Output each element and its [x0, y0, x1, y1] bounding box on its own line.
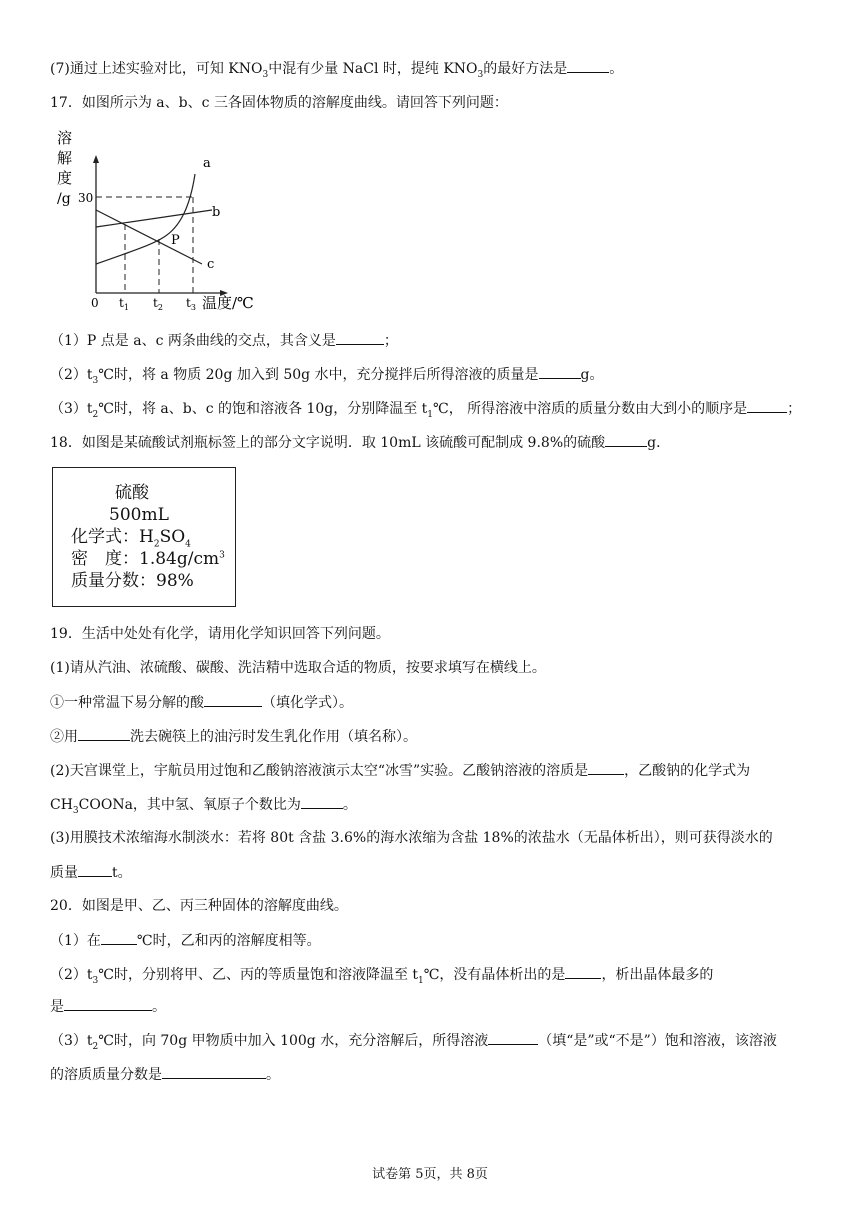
answer-blank[interactable] [565, 964, 601, 979]
x-tick-t1: $t_1$ [119, 296, 129, 312]
q20-part2: $(2)t_3℃$时，分别将甲、乙、丙的等质量饱和溶液降温至 $t_1℃$，没有晶体析出的是 ，析出晶体最多的 [50, 964, 713, 985]
answer-blank[interactable] [488, 1030, 538, 1045]
answer-blank[interactable] [78, 862, 112, 877]
answer-blank[interactable] [539, 364, 581, 379]
label-volume: 500mL [109, 505, 169, 525]
q17-stem: 17．如图所示为 a、b、c 三各固体物质的溶解度曲线。请回答下列问题： [50, 95, 508, 111]
answer-blank[interactable] [64, 996, 152, 1011]
answer-blank[interactable] [162, 1064, 266, 1079]
q19-part3b: 质量 t。 [50, 862, 132, 883]
curve-label-c: c [207, 257, 215, 272]
x-tick-t3: $t_3$ [186, 296, 196, 312]
y-axis-label: 解 [57, 149, 73, 167]
curve-c [96, 210, 202, 264]
label-density: 密 度：$1.84g/cm^3$ [71, 549, 225, 569]
answer-blank[interactable] [588, 760, 624, 775]
answer-blank[interactable] [101, 930, 137, 945]
q19-stem: 19．生活中处处有化学，请用化学知识回答下列问题。 [50, 626, 390, 642]
q19-part1a: ①一种常温下易分解的酸 （填化学式）。 [50, 692, 353, 713]
q19-part2b: $CH_3COONa$，其中氢、氧原子个数比为 。 [50, 794, 357, 815]
q20-part3: $(3)t_2℃$时，向 70g 甲物质中加入 100g 水，充分溶解后，所得溶液 （填“是”或“不是”）饱和溶液，该溶液 [50, 1030, 777, 1051]
q19-part1b: ②用 洗去碗筷上的油污时发生乳化作用（填名称）。 [50, 726, 417, 747]
answer-blank[interactable] [336, 330, 384, 345]
answer-blank[interactable] [747, 398, 787, 413]
q18-stem: 18．如图是某硫酸试剂瓶标签上的部分文字说明．取 10mL 该硫酸可配制成 9.8%的硫酸 g． [50, 432, 670, 453]
q17-part1: （1）P 点是 a、c 两条曲线的交点，其含义是 ； [50, 330, 398, 351]
point-label-p: P [171, 233, 180, 248]
answer-blank[interactable] [78, 726, 130, 741]
curve-a [96, 174, 195, 264]
reagent-label [52, 467, 236, 607]
q19-part1: (1)请从汽油、浓硫酸、碳酸、洗洁精中选取合适的物质，按要求填写在横线上。 [50, 660, 546, 676]
curve-label-a: a [203, 156, 211, 171]
page-footer: 试卷第 5页，共 8页 [372, 1167, 488, 1182]
q16-part7: (7)通过上述实验对比，可知 $KNO_3$中混有少量 NaCl 时，提纯 $KNO_3$的最好方法是 。 [50, 58, 623, 79]
x-axis-label: 温度/℃ [202, 294, 254, 312]
answer-blank[interactable] [301, 794, 343, 809]
y-axis-label: 溶 [57, 129, 73, 147]
curve-label-b: b [212, 205, 221, 220]
x-tick-t2: $t_2$ [153, 296, 163, 312]
answer-blank[interactable] [605, 432, 647, 447]
answer-blank[interactable] [204, 692, 262, 707]
y-axis-label: 度 [57, 169, 73, 187]
answer-blank[interactable] [567, 58, 609, 73]
q19-part2: (2)天宫课堂上，宇航员用过饱和乙酸钠溶液演示太空“冰雪”实验。乙酸钠溶液的溶质是 ，乙酸钠的化学式为 [50, 760, 750, 781]
q19-part3: (3)用膜技术浓缩海水制淡水：若将 80t 含盐 3.6%的海水浓缩为含盐 18%的浓盐水（无晶体析出），则可获得淡水的 [50, 830, 773, 846]
solubility-graph-abc [52, 127, 272, 312]
q17-part2: $(2)t_3℃$时，将 a 物质 20g 加入到 50g 水中，充分搅拌后所得溶液的质量是 g。 [50, 364, 604, 385]
label-formula: 化学式：$H_2SO_4$ [71, 527, 191, 550]
q17-part3: $(3)t_2℃$时，将 a、b、c 的饱和溶液各 10g，分别降温至 $t_1℃$， 所得溶液中溶质的质量分数由大到小的顺序是 ； [50, 398, 801, 419]
label-name: 硫酸 [115, 483, 149, 503]
origin-label: 0 [91, 296, 99, 310]
q20-part3b: 的溶质质量分数是 。 [50, 1064, 280, 1085]
y-tick-30: 30 [78, 191, 94, 205]
y-axis-label: /g [57, 191, 71, 207]
label-fraction: 质量分数：98% [71, 571, 194, 591]
q20-part1: （1）在 ℃时，乙和丙的溶解度相等。 [50, 930, 321, 951]
q20-part2b: 是 。 [50, 996, 166, 1017]
q20-stem: 20．如图是甲、乙、丙三种固体的溶解度曲线。 [50, 898, 348, 914]
